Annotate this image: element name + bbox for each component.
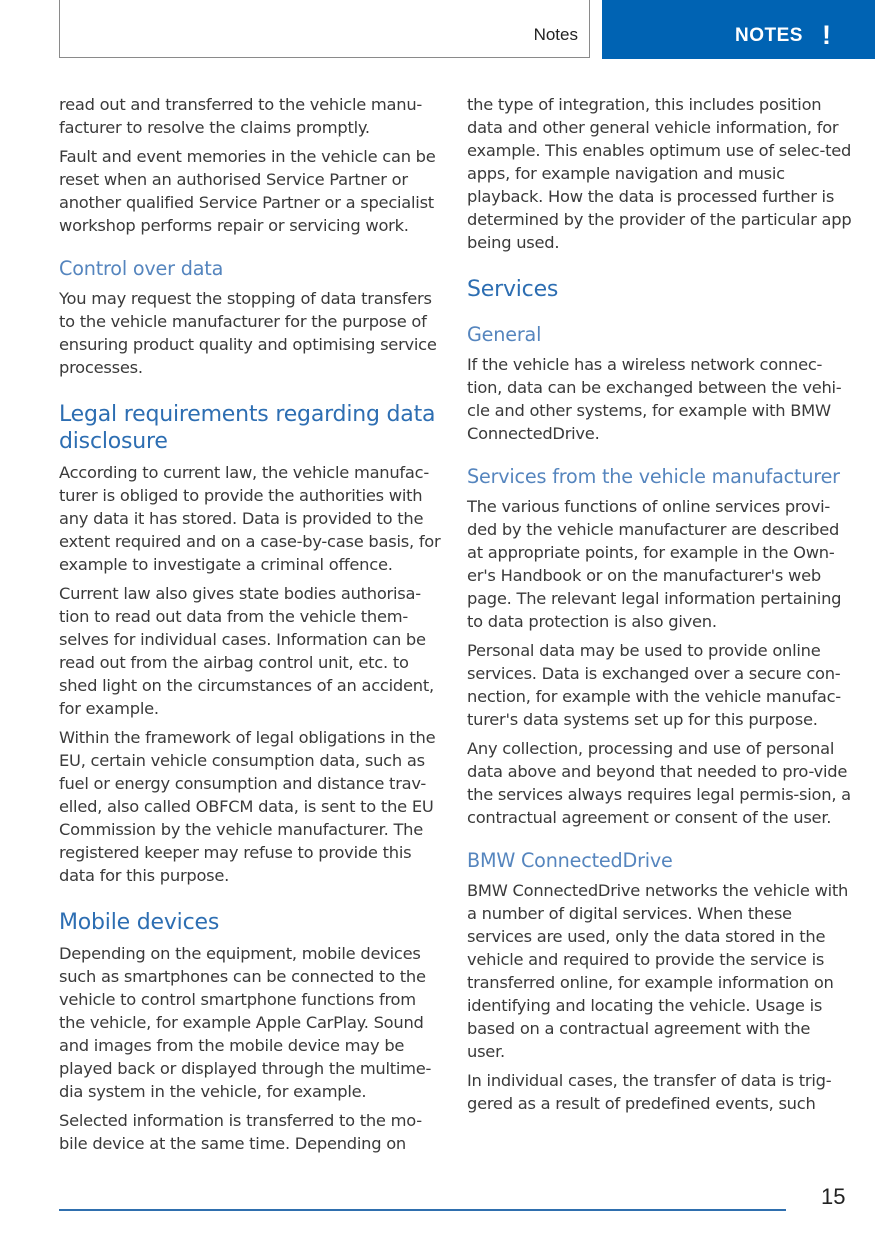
paragraph: Within the framework of legal obligations in the EU, certain vehicle consumption data, such as fuel or energy consumption and distance trav-elled, also called OBFCM data, is sent to the EU Commission by the vehicle manufacturer. The registered keeper may refuse to provide this data for this purpose. [59,728,436,885]
paragraph: read out and transferred to the vehicle manu-facturer to resolve the claims promptly. [59,95,423,137]
heading-mobile-devices: Mobile devices [59,910,220,935]
subheading-bmw-connecteddrive: BMW ConnectedDrive [467,849,673,872]
paragraph: You may request the stopping of data transfers to the vehicle manufacturer for the purpose of ensuring product quality and optimising service processes. [59,289,437,377]
paragraph: If the vehicle has a wireless network connec-tion, data can be exchanged between the vehi-cle and other systems, for example with BMW ConnectedDrive. [467,355,842,443]
paragraph: Any collection, processing and use of personal data above and beyond that needed to pro-vide the services always requires legal permis-sion, a contractual agreement or consent of the user. [467,739,851,827]
paragraph: Fault and event memories in the vehicle can be reset when an authorised Service Partner or another qualified Service Partner or a specialist workshop performs repair or servicing work. [59,147,436,235]
left-column [59,93,444,1161]
footer-divider [59,1209,786,1211]
subheading-general: General [467,323,542,346]
paragraph: According to current law, the vehicle manufac-turer is obliged to provide the authorities with any data it has stored. Data is provided to the extent required and on a case-by-case basis, for example to investigate a criminal offence. [59,463,441,574]
header-chapter-tab [602,0,875,59]
subheading-control-over-data: Control over data [59,257,224,280]
paragraph: The various functions of online services provi-ded by the vehicle manufacturer are described at appropriate points, for example in the Own-er's Handbook or on the manufacturer's web page. The relevant legal information pertaining to data protection is also given. [467,497,842,631]
paragraph: the type of integration, this includes position data and other general vehicle information, for example. This enables optimum use of selec-ted apps, for example navigation and music playback. How the data is processed further is determined by the provider of the particular app being used. [467,95,852,252]
paragraph: Selected information is transferred to the mo-bile device at the same time. Depending on [59,1111,422,1153]
paragraph: Current law also gives state bodies authorisa-tion to read out data from the vehicle them-selves for individual cases. Information can be read out from the airbag control unit, etc. to shed light on the circumstances of an accident, for example. [59,584,434,718]
heading-legal-requirements: Legal requirements regarding data disclosure [59,402,436,454]
page-number: 15 [821,1184,846,1209]
paragraph: Personal data may be used to provide online services. Data is exchanged over a secure con-nection, for example with the vehicle manufac-turer's data systems set up for this purpose. [467,641,841,729]
header-section-label: Notes [533,25,578,44]
subheading-services-from-manufacturer: Services from the vehicle manufacturer [467,465,840,488]
exclamation-icon: ! [822,20,831,50]
paragraph: Depending on the equipment, mobile devices such as smartphones can be connected to the vehicle to control smartphone functions from the vehicle, for example Apple CarPlay. Sound and images from the mobile device may be played back or displayed through the multime-dia system in the vehicle, for example. [59,944,432,1101]
paragraph: In individual cases, the transfer of data is trig-gered as a result of predefined events, such [467,1071,832,1113]
header-chapter-label: NOTES [735,25,803,46]
paragraph: BMW ConnectedDrive networks the vehicle with a number of digital services. When these services are used, only the data stored in the vehicle and required to provide the service is transferred online, for example information on identifying and locating the vehicle. Usage is based on a contractual agreement with the user. [467,881,849,1061]
heading-services: Services [467,277,559,302]
header-section-box [59,0,590,58]
right-column [467,93,852,1121]
